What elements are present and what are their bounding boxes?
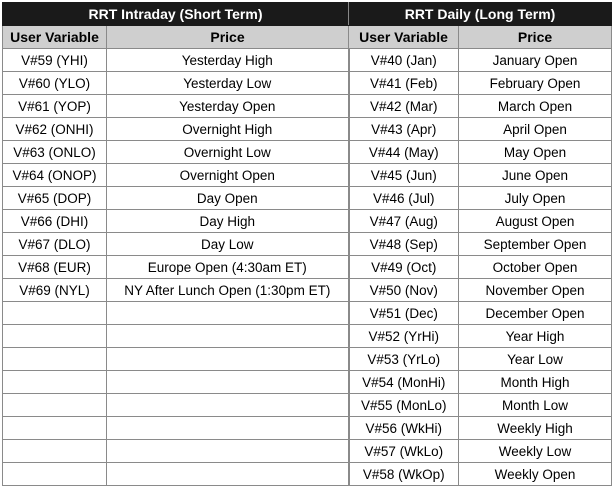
intraday-price-cell (107, 463, 349, 486)
intraday-price-cell: Yesterday Open (107, 95, 349, 118)
daily-variable-cell: V#46 (Jul) (349, 187, 459, 210)
daily-price-cell: Weekly Open (459, 463, 612, 486)
daily-col-price: Price (459, 26, 612, 49)
table-row (3, 72, 612, 95)
intraday-variable-cell: V#62 (ONHI) (3, 118, 107, 141)
intraday-variable-cell: V#65 (DOP) (3, 187, 107, 210)
daily-price-cell: December Open (459, 302, 612, 325)
table-row (3, 256, 612, 279)
intraday-variable-cell (3, 371, 107, 394)
intraday-variable-cell (3, 348, 107, 371)
daily-variable-cell: V#48 (Sep) (349, 233, 459, 256)
daily-price-cell: October Open (459, 256, 612, 279)
daily-price-cell: Month Low (459, 394, 612, 417)
table-row (3, 394, 612, 417)
table-row (3, 210, 612, 233)
intraday-variable-cell (3, 302, 107, 325)
daily-price-cell: Weekly Low (459, 440, 612, 463)
daily-variable-cell: V#52 (YrHi) (349, 325, 459, 348)
intraday-variable-cell: V#61 (YOP) (3, 95, 107, 118)
title-row (3, 3, 612, 26)
daily-variable-cell: V#40 (Jan) (349, 49, 459, 72)
intraday-price-cell: NY After Lunch Open (1:30pm ET) (107, 279, 349, 302)
table-row (3, 95, 612, 118)
daily-variable-cell: V#58 (WkOp) (349, 463, 459, 486)
intraday-price-cell: Yesterday Low (107, 72, 349, 95)
table-row (3, 302, 612, 325)
intraday-variable-cell: V#69 (NYL) (3, 279, 107, 302)
daily-variable-cell: V#42 (Mar) (349, 95, 459, 118)
daily-variable-cell: V#47 (Aug) (349, 210, 459, 233)
daily-variable-cell: V#41 (Feb) (349, 72, 459, 95)
daily-variable-cell: V#45 (Jun) (349, 164, 459, 187)
intraday-variable-cell: V#59 (YHI) (3, 49, 107, 72)
daily-price-cell: May Open (459, 141, 612, 164)
intraday-variable-cell (3, 394, 107, 417)
intraday-col-price: Price (107, 26, 349, 49)
daily-price-cell: February Open (459, 72, 612, 95)
table-row (3, 187, 612, 210)
intraday-price-cell (107, 325, 349, 348)
daily-price-cell: Month High (459, 371, 612, 394)
daily-price-cell: June Open (459, 164, 612, 187)
daily-variable-cell: V#43 (Apr) (349, 118, 459, 141)
table-row (3, 118, 612, 141)
daily-variable-cell: V#49 (Oct) (349, 256, 459, 279)
daily-price-cell: March Open (459, 95, 612, 118)
intraday-price-cell (107, 394, 349, 417)
intraday-price-cell: Overnight Open (107, 164, 349, 187)
intraday-price-cell: Overnight High (107, 118, 349, 141)
daily-col-variable: User Variable (349, 26, 459, 49)
table-row (3, 325, 612, 348)
table-row (3, 348, 612, 371)
daily-price-cell: Year High (459, 325, 612, 348)
intraday-variable-cell: V#66 (DHI) (3, 210, 107, 233)
daily-price-cell: August Open (459, 210, 612, 233)
daily-title: RRT Daily (Long Term) (349, 3, 612, 26)
intraday-price-cell: Europe Open (4:30am ET) (107, 256, 349, 279)
table-row (3, 440, 612, 463)
intraday-title: RRT Intraday (Short Term) (3, 3, 349, 26)
variable-mapping-table (2, 2, 612, 486)
intraday-price-cell: Yesterday High (107, 49, 349, 72)
column-header-row (3, 26, 612, 49)
daily-variable-cell: V#50 (Nov) (349, 279, 459, 302)
intraday-price-cell (107, 348, 349, 371)
intraday-price-cell: Day Open (107, 187, 349, 210)
daily-variable-cell: V#44 (May) (349, 141, 459, 164)
daily-price-cell: April Open (459, 118, 612, 141)
intraday-variable-cell (3, 417, 107, 440)
daily-price-cell: September Open (459, 233, 612, 256)
daily-price-cell: Year Low (459, 348, 612, 371)
intraday-variable-cell: V#68 (EUR) (3, 256, 107, 279)
intraday-price-cell (107, 440, 349, 463)
table-row (3, 417, 612, 440)
table-row (3, 141, 612, 164)
intraday-variable-cell (3, 325, 107, 348)
daily-variable-cell: V#56 (WkHi) (349, 417, 459, 440)
table-row (3, 279, 612, 302)
intraday-variable-cell (3, 463, 107, 486)
intraday-price-cell (107, 302, 349, 325)
table-row (3, 371, 612, 394)
intraday-variable-cell: V#67 (DLO) (3, 233, 107, 256)
table-row (3, 233, 612, 256)
intraday-price-cell: Day High (107, 210, 349, 233)
table-body (3, 49, 612, 486)
daily-variable-cell: V#53 (YrLo) (349, 348, 459, 371)
intraday-price-cell: Day Low (107, 233, 349, 256)
daily-variable-cell: V#54 (MonHi) (349, 371, 459, 394)
table-row (3, 463, 612, 486)
daily-price-cell: January Open (459, 49, 612, 72)
daily-price-cell: Weekly High (459, 417, 612, 440)
table-row (3, 164, 612, 187)
intraday-variable-cell (3, 440, 107, 463)
intraday-variable-cell: V#64 (ONOP) (3, 164, 107, 187)
intraday-price-cell (107, 371, 349, 394)
table-row (3, 49, 612, 72)
intraday-price-cell (107, 417, 349, 440)
intraday-variable-cell: V#60 (YLO) (3, 72, 107, 95)
daily-variable-cell: V#55 (MonLo) (349, 394, 459, 417)
daily-price-cell: July Open (459, 187, 612, 210)
intraday-price-cell: Overnight Low (107, 141, 349, 164)
daily-variable-cell: V#57 (WkLo) (349, 440, 459, 463)
daily-price-cell: November Open (459, 279, 612, 302)
intraday-col-variable: User Variable (3, 26, 107, 49)
daily-variable-cell: V#51 (Dec) (349, 302, 459, 325)
intraday-variable-cell: V#63 (ONLO) (3, 141, 107, 164)
